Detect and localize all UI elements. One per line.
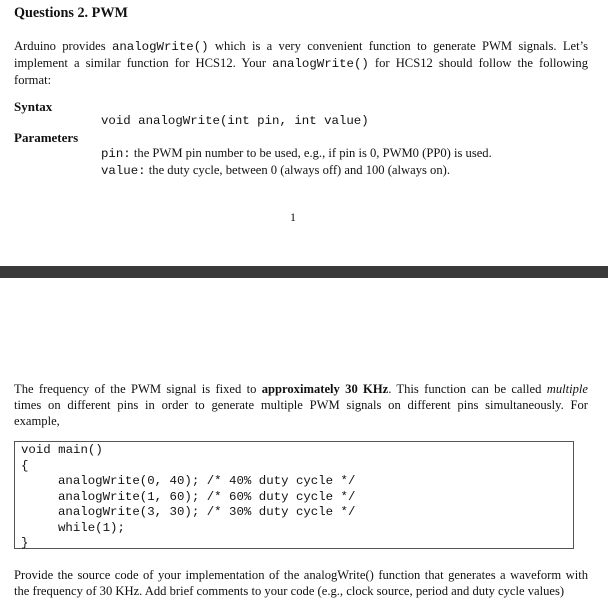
code-line: while(1); (58, 521, 125, 535)
intro-text: Arduino provides (14, 39, 112, 53)
question-title: Questions 2. PWM (14, 5, 128, 21)
code-line: void main() (21, 443, 103, 457)
parameter-name: value: (101, 163, 146, 178)
intro-text: which is a very convenient function to generate PWM signals. Let’s (208, 39, 588, 53)
intro-paragraph (14, 38, 588, 88)
code-line: analogWrite(0, 40); /* 40% duty cycle */ (58, 474, 356, 488)
frequency-text: example, (14, 414, 60, 428)
code-line: { (21, 459, 29, 473)
parameters-heading: Parameters (14, 130, 79, 145)
page-number: 1 (290, 210, 296, 224)
task-text: the frequency of 30 KHz. Add brief comments to your code (e.g., clock source, period and duty cycle values) (14, 584, 565, 598)
parameter-item (101, 163, 492, 180)
code-line: analogWrite(3, 30); /* 30% duty cycle */ (58, 505, 356, 519)
syntax-heading: Syntax (14, 99, 53, 114)
page-break-divider (0, 266, 608, 278)
frequency-emphasis: approximately 30 KHz (261, 382, 389, 396)
syntax-code: void analogWrite(int pin, int value) (101, 114, 369, 128)
intro-text: format: (14, 73, 52, 87)
frequency-paragraph (14, 381, 588, 429)
parameter-name: pin: (101, 147, 131, 161)
frequency-text: The frequency of the PWM signal is fixed to (14, 382, 262, 396)
intro-text: implement a similar function for HCS12. Your (14, 56, 273, 70)
frequency-text: . This function can be called (388, 382, 547, 396)
frequency-text: times on different pins in order to generate multiple PWM signals on different pins simultaneously. For (14, 398, 588, 412)
code-line: } (21, 536, 29, 550)
code-example-box (14, 441, 574, 549)
task-text: Provide the source code of your implementation of the analogWrite() function that generates a waveform with (14, 568, 588, 582)
intro-text: for HCS12 should follow the following (368, 56, 589, 70)
task-paragraph (14, 567, 588, 599)
parameters-list (101, 146, 492, 179)
inline-code: analogWrite() (111, 40, 209, 54)
code-line: analogWrite(1, 60); /* 60% duty cycle */ (58, 490, 356, 504)
parameter-item (101, 146, 492, 163)
frequency-italic: multiple (546, 382, 588, 396)
parameter-description: the duty cycle, between 0 (always off) and 100 (always on). (145, 162, 450, 177)
inline-code: analogWrite() (272, 57, 369, 71)
parameter-description: the PWM pin number to be used, e.g., if pin is 0, PWM0 (PP0) is used. (130, 146, 492, 160)
